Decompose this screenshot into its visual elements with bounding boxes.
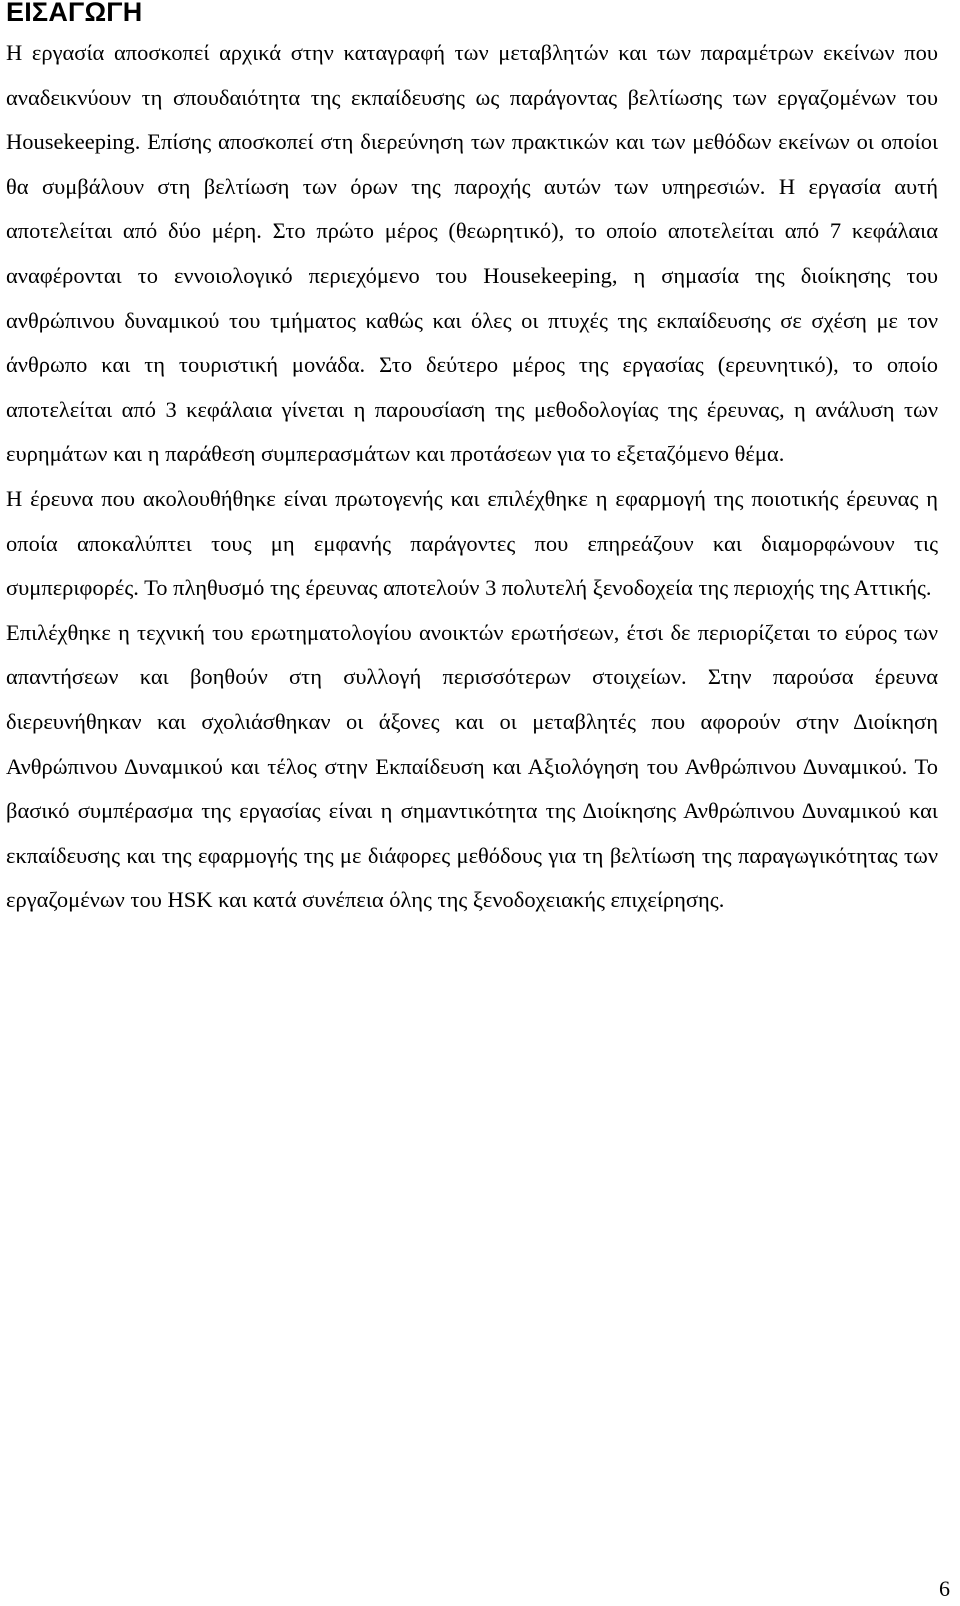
paragraph-3: Επιλέχθηκε η τεχνική του ερωτηματολογίου ανοικτών ερωτήσεων, έτσι δε περιορίζεται το εύρος των απαντήσεων και βοηθούν στη συλλογή περισσότερων στοιχείων. Στην παρούσα έρευνα διερευνήθηκαν και σχολιάσθηκαν οι άξονες και οι μεταβλητές που αφορούν στην Διοίκηση Ανθρώπινου Δυναμικού και τέλος στην Εκπαίδευση και Αξιολόγηση του Ανθρώπινου Δυναμικού. Το βασικό συμπέρασμα της εργασίας είναι η σημαντικότητα της Διοίκησης Ανθρώπινου Δυναμικού και εκπαίδευσης και της εφαρμογής της με διάφορες μεθόδους για τη βελτίωση της παραγωγικότητας των εργαζομένων του HSK και κατά συνέπεια όλης της ξενοδοχειακής επιχείρησης. bbox=[6, 619, 938, 913]
body-text bbox=[6, 31, 938, 923]
paragraph-2: Η έρευνα που ακολουθήθηκε είναι πρωτογενής και επιλέχθηκε η εφαρμογή της ποιοτικής έρευνας η οποία αποκαλύπτει τους μη εμφανής παράγοντες που επηρεάζουν και διαμορφώνουν τις συμπεριφορές. Το πληθυσμό της έρευνας αποτελούν 3 πολυτελή ξενοδοχεία της περιοχής της Αττικής. bbox=[6, 485, 938, 601]
section-heading: ΕΙΣΑΓΩΓΗ bbox=[6, 0, 143, 27]
paragraph-1: Η εργασία αποσκοπεί αρχικά στην καταγραφή των μεταβλητών και των παραμέτρων εκείνων που αναδεικνύουν τη σπουδαιότητα της εκπαίδευσης ως παράγοντας βελτίωσης των εργαζομένων του Housekeeping. Επίσης αποσκοπεί στη διερεύνηση των πρακτικών και των μεθόδων εκείνων οι οποίοι θα συμβάλουν στη βελτίωση των όρων της παροχής αυτών των υπηρεσιών. Η εργασία αυτή αποτελείται από δύο μέρη. Στο πρώτο μέρος (θεωρητικό), το οποίο αποτελείται από 7 κεφάλαια αναφέρονται το εννοιολογικό περιεχόμενο του Housekeeping, η σημασία της διοίκησης του ανθρώπινου δυναμικού του τμήματος καθώς και όλες οι πτυχές της εκπαίδευσης σε σχέση με τον άνθρωπο και τη τουριστική μονάδα. Στο δεύτερο μέρος της εργασίας (ερευνητικό), το οποίο αποτελείται από 3 κεφάλαια γίνεται η παρουσίαση της μεθοδολογίας της έρευνας, η ανάλυση των ευρημάτων και η παράθεση συμπερασμάτων και προτάσεων για το εξεταζόμενο θέμα. bbox=[6, 40, 938, 467]
page-number: 6 bbox=[939, 1576, 950, 1601]
